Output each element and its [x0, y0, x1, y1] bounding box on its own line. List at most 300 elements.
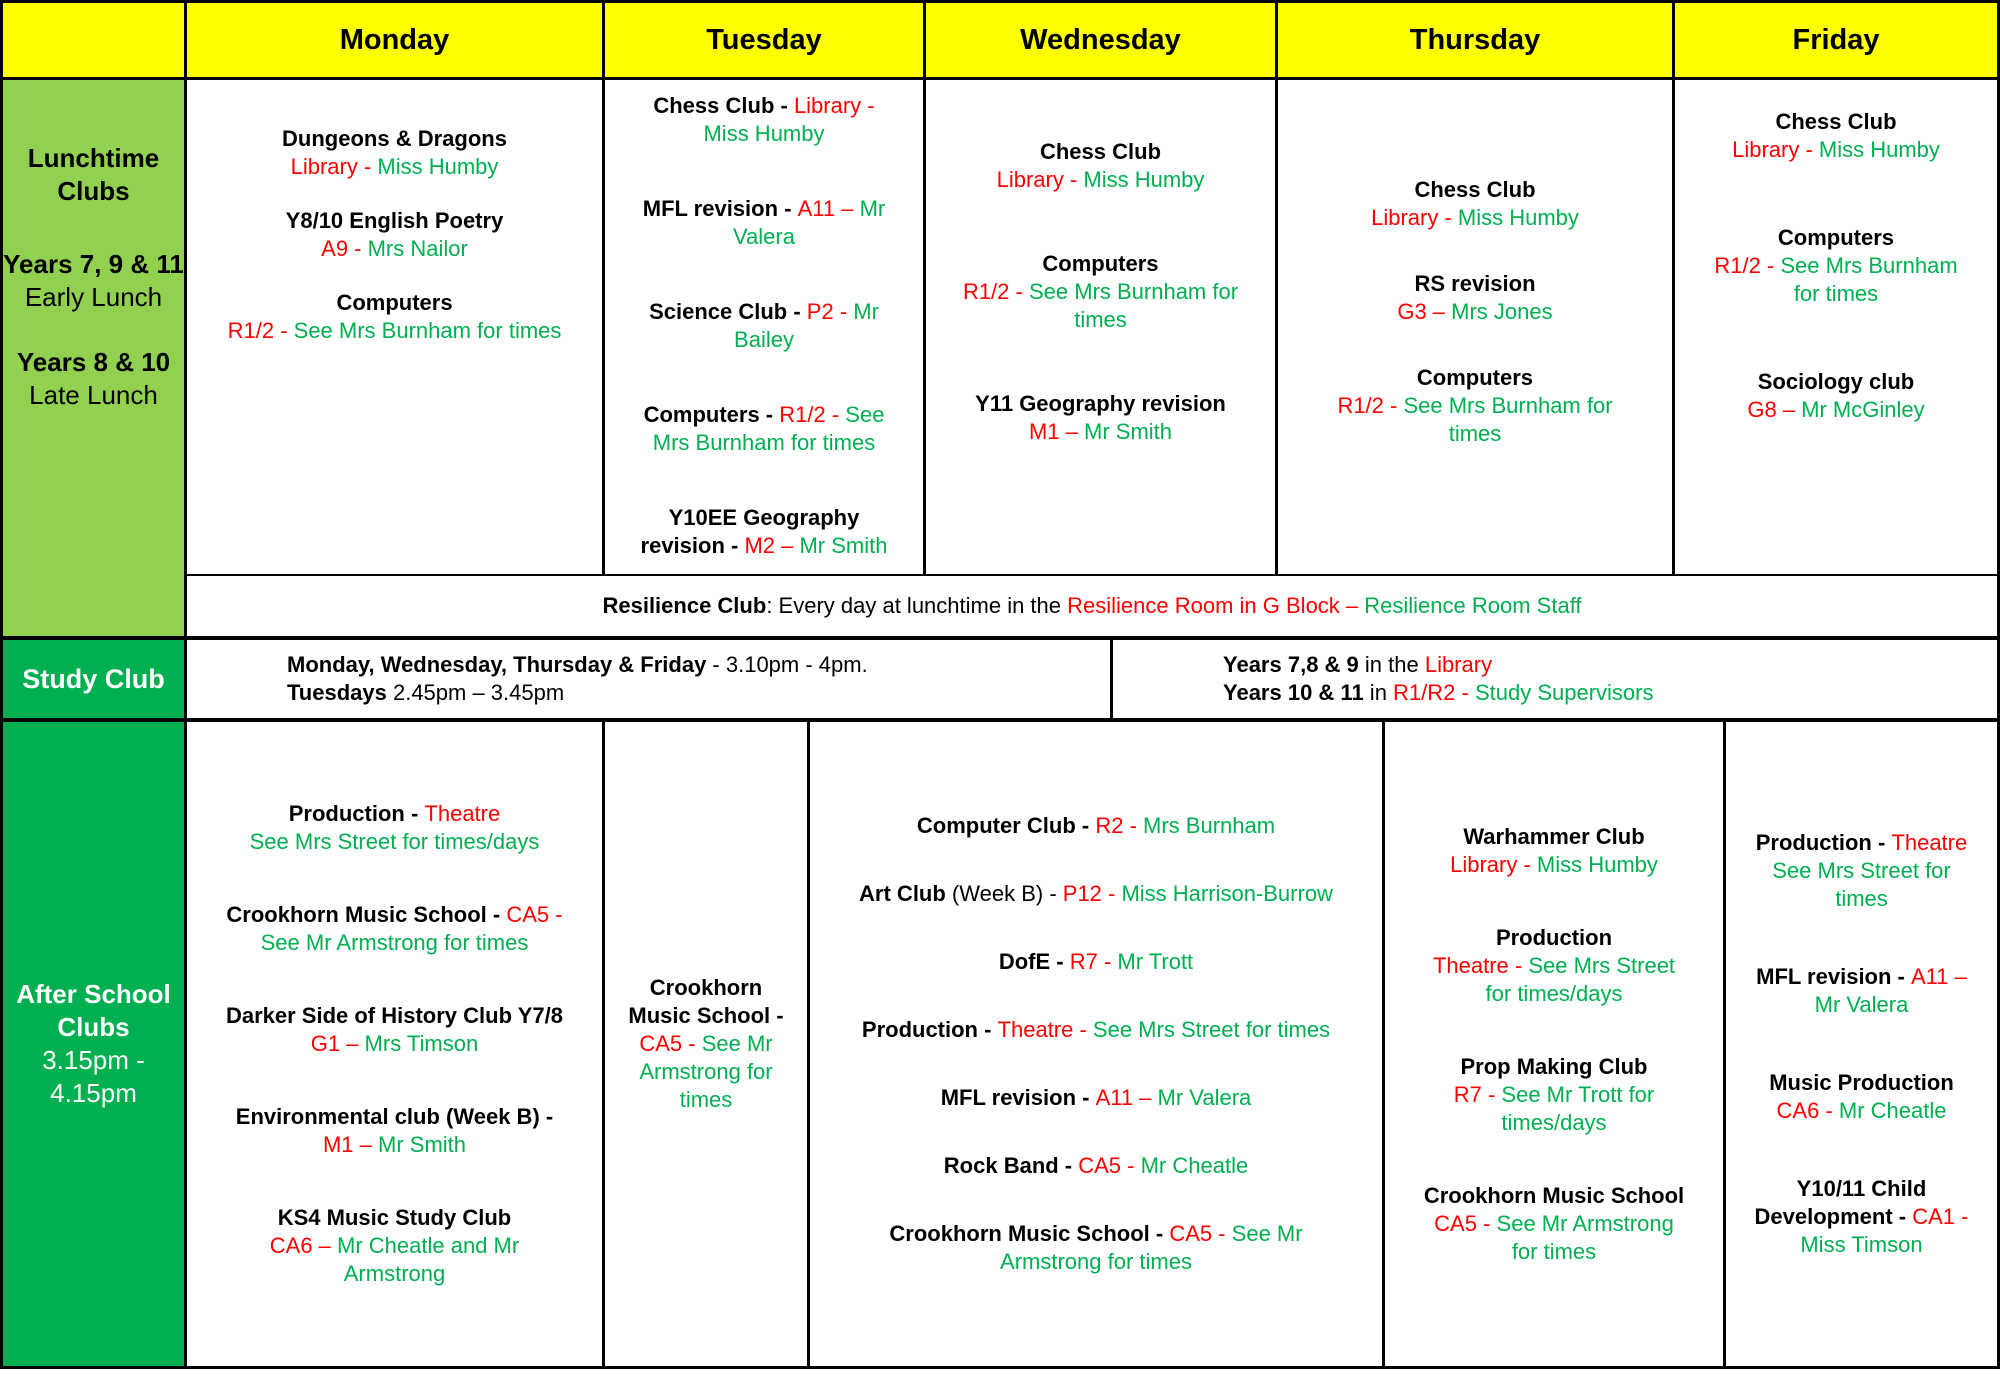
club-entry — [997, 138, 1205, 194]
text-segment: Theatre - — [1432, 952, 1529, 978]
text-segment: R7 - — [1453, 1081, 1502, 1107]
club-entry-line — [997, 166, 1205, 194]
text-segment: Computers — [1042, 251, 1159, 276]
text-segment: Theatre — [1891, 830, 1968, 855]
text-segment: See Mrs Street for times — [1092, 1017, 1331, 1042]
text-segment: CA6 – — [269, 1233, 338, 1258]
text-segment: See Mr — [1231, 1221, 1303, 1246]
text-segment: Mr Valera — [1157, 1085, 1252, 1110]
club-entry-line — [1714, 252, 1957, 280]
club-entry — [644, 401, 885, 457]
club-entry — [941, 1084, 1252, 1112]
club-entry-line — [889, 1248, 1302, 1276]
text-segment: G3 – — [1397, 299, 1452, 324]
text-segment: Computers — [336, 290, 453, 315]
text-segment: Miss Humby — [1536, 851, 1658, 877]
late-lunch-years: Years 8 & 10 — [16, 347, 171, 377]
text-segment: R1/2 - — [1337, 393, 1404, 418]
text-segment: Production - — [861, 1017, 998, 1042]
lunchtime-thursday-cell — [1278, 80, 1675, 574]
text-segment: times — [1074, 307, 1127, 332]
text-segment: Study Supervisors — [1474, 680, 1654, 705]
text-segment: CA5 - — [1169, 1221, 1232, 1246]
text-segment: MFL revision - — [940, 1085, 1096, 1110]
text-segment: for times/days — [1485, 980, 1623, 1006]
text-segment: Computers — [1416, 365, 1534, 390]
text-segment: R2 - — [1095, 813, 1144, 838]
club-entry — [1337, 364, 1612, 448]
text-segment: Crookhorn Music School - — [226, 902, 507, 927]
text-segment: 2.45pm – 3.45pm — [386, 680, 565, 705]
after-school-wednesday-cell — [810, 722, 1385, 1366]
club-entry-line — [1714, 224, 1957, 252]
text-segment: M1 – — [1028, 419, 1084, 444]
club-entry — [1756, 829, 1967, 913]
text-segment: R1/2 - — [1714, 253, 1781, 278]
club-entry-line — [963, 278, 1238, 306]
after-school-title: After School Clubs — [16, 979, 171, 1042]
text-segment: See Mrs Street for times/days — [249, 829, 540, 854]
club-entry-line — [1755, 1175, 1969, 1203]
text-segment: See Mrs Burnham for — [1028, 279, 1239, 304]
text-segment: Mrs Jones — [1451, 299, 1553, 324]
text-segment: Warhammer Club — [1463, 823, 1645, 849]
text-segment: RS revision — [1414, 271, 1536, 296]
club-entry-line — [975, 390, 1226, 418]
club-entry-line — [226, 901, 562, 929]
study-club-schedule-cell — [187, 640, 1113, 718]
text-segment: Years 7,8 & 9 — [1223, 652, 1359, 677]
after-school-thursday-cell — [1385, 722, 1726, 1366]
text-segment: Science Club - — [649, 299, 807, 324]
club-entry — [628, 974, 783, 1114]
text-segment: Crookhorn Music School — [1423, 1182, 1685, 1208]
text-segment: Development - — [1754, 1204, 1913, 1229]
lunchtime-friday-cell — [1675, 80, 1997, 574]
text-segment: See Mrs Street for — [1772, 858, 1951, 883]
club-entry-line — [641, 532, 888, 560]
club-entry-line — [1424, 1238, 1684, 1266]
lunchtime-tuesday-cell — [605, 80, 926, 574]
club-entry — [1769, 1069, 1954, 1125]
club-entry-line — [250, 800, 540, 828]
after-school-friday-cell — [1726, 722, 1997, 1366]
late-lunch-group — [3, 346, 184, 412]
club-entry-line — [270, 1232, 519, 1260]
late-lunch-label: Late Lunch — [29, 380, 158, 410]
text-segment: M2 – — [744, 533, 800, 558]
text-segment: Miss Timson — [1800, 1232, 1923, 1257]
text-segment: Music Production — [1769, 1070, 1954, 1095]
club-entry — [236, 1103, 553, 1159]
club-entry — [859, 880, 1333, 908]
text-segment: Mr — [853, 299, 879, 324]
text-segment: CA6 - — [1776, 1098, 1839, 1123]
text-segment: Mr Smith — [378, 1132, 466, 1157]
club-entry-line — [1454, 1109, 1655, 1137]
club-entry-line — [997, 138, 1205, 166]
club-entry-line — [1454, 1053, 1655, 1081]
club-entry-line — [628, 974, 783, 1002]
day-header-row — [3, 3, 1997, 80]
club-entry — [1755, 1175, 1969, 1259]
club-entry — [282, 125, 507, 181]
club-entry-line — [641, 504, 888, 532]
text-segment: : Every day at lunchtime in the — [766, 593, 1068, 618]
club-entry — [226, 1002, 563, 1058]
text-segment: G8 – — [1747, 397, 1802, 422]
text-segment: Mr Cheatle and Mr — [337, 1233, 520, 1258]
lunchtime-clubs-title: Lunchtime Clubs — [27, 143, 160, 206]
text-segment: Library - — [1371, 205, 1458, 230]
text-segment: Mrs Nailor — [367, 236, 468, 261]
text-segment: See Mrs Burnham for — [1403, 393, 1613, 418]
club-entry — [975, 390, 1226, 446]
club-entry-line — [1769, 1069, 1954, 1097]
text-segment: R1/2 - — [779, 402, 846, 427]
after-school-tuesday-cell — [605, 722, 810, 1366]
sidebar-after-school-clubs — [3, 722, 187, 1366]
club-entry-line — [1756, 991, 1967, 1019]
club-entry-line — [270, 1204, 519, 1232]
club-entry-line — [859, 880, 1333, 908]
text-segment: Monday, Wednesday, Thursday & Friday — [287, 652, 707, 677]
text-segment: Crookhorn — [649, 975, 763, 1000]
club-entry-line — [999, 948, 1193, 976]
day-header-tuesday: Tuesday — [605, 3, 926, 77]
club-entry — [1756, 963, 1967, 1019]
text-segment: Mr — [859, 196, 886, 221]
text-segment: KS4 Music Study Club — [277, 1205, 512, 1230]
text-segment: Chess Club — [1775, 109, 1897, 134]
text-segment: Library — [1424, 652, 1493, 677]
text-segment: Computers — [1777, 225, 1895, 250]
text-segment: Art Club — [859, 881, 946, 906]
text-segment: Crookhorn Music School - — [889, 1221, 1170, 1246]
text-segment: times/days — [1501, 1109, 1607, 1135]
text-segment: MFL revision - — [1756, 964, 1911, 989]
text-segment: Chess Club - — [653, 93, 794, 118]
club-entry-line — [628, 1030, 783, 1058]
club-entry-line — [1747, 368, 1924, 396]
club-entry — [862, 1016, 1330, 1044]
text-segment: Mr Smith — [799, 533, 888, 558]
early-lunch-label: Early Lunch — [24, 282, 163, 312]
text-segment: R7 - — [1069, 949, 1118, 974]
club-entry-line — [270, 1260, 519, 1288]
club-entry-line — [1756, 829, 1967, 857]
club-entry-line — [1371, 176, 1579, 204]
text-segment: Mr Smith — [1084, 419, 1172, 444]
resilience-club-row — [187, 576, 1997, 636]
club-entry-line — [1424, 1210, 1684, 1238]
text-segment: See — [845, 402, 885, 427]
text-segment: Production - — [288, 801, 425, 826]
text-segment: Miss Harrison-Burrow — [1121, 881, 1333, 906]
text-segment: Computers - — [643, 402, 780, 427]
club-entry — [889, 1220, 1302, 1276]
text-segment: Armstrong for times — [1000, 1249, 1192, 1274]
club-entry-line — [628, 1058, 783, 1086]
club-entry — [643, 195, 885, 251]
text-segment: revision - — [640, 533, 745, 558]
club-entry — [1747, 368, 1924, 424]
text-segment: Library - — [793, 93, 875, 118]
lunchtime-monday-cell — [187, 80, 605, 574]
day-header-monday: Monday — [187, 3, 605, 77]
text-segment: MFL revision - — [642, 196, 798, 221]
club-entry-line — [644, 401, 885, 429]
text-segment: CA5 - — [1434, 1210, 1497, 1236]
text-segment: See Mrs Street — [1528, 952, 1676, 978]
club-entry-line — [286, 235, 504, 263]
text-segment: Resilience Club — [602, 593, 767, 618]
club-entry-line — [941, 1084, 1252, 1112]
text-segment: Mrs Timson — [364, 1031, 479, 1056]
club-entry-line — [643, 195, 885, 223]
early-lunch-years: Years 7, 9 & 11 — [3, 249, 184, 279]
text-segment: R1/2 - — [227, 318, 294, 343]
text-segment: - 3.10pm - 4pm. — [706, 652, 868, 677]
club-entry — [1450, 823, 1658, 879]
day-header-thursday: Thursday — [1278, 3, 1675, 77]
club-entry-line — [228, 289, 562, 317]
club-entry-line — [602, 592, 1581, 620]
club-entry-line — [1337, 420, 1612, 448]
text-segment: Y11 Geography revision — [975, 391, 1226, 416]
text-segment: Resilience Room in G Block – — [1067, 593, 1365, 618]
text-segment: Armstrong for — [639, 1059, 773, 1084]
after-school-section — [3, 722, 1997, 1366]
text-segment: in the — [1358, 652, 1425, 677]
club-entry-line — [1756, 963, 1967, 991]
lunchtime-day-cells — [187, 80, 1997, 576]
club-entry — [641, 504, 888, 560]
text-segment: A11 – — [1095, 1085, 1158, 1110]
club-entry-line — [1755, 1231, 1969, 1259]
club-entry-line — [282, 125, 507, 153]
club-entry-line — [653, 92, 874, 120]
text-segment: CA5 - — [1078, 1153, 1141, 1178]
club-entry-line — [1337, 392, 1612, 420]
text-segment: Y8/10 English Poetry — [285, 208, 504, 233]
text-segment: Tuesdays — [287, 680, 387, 705]
club-entry-line — [1397, 270, 1552, 298]
club-entry-line — [644, 429, 885, 457]
early-lunch-group — [3, 248, 184, 314]
club-entry-line — [649, 298, 879, 326]
club-entry-line — [1756, 885, 1967, 913]
club-entry — [270, 1204, 519, 1288]
text-segment: R1/2 - — [962, 279, 1029, 304]
text-segment: times — [679, 1087, 733, 1112]
text-segment: (Week B) - — [945, 881, 1063, 906]
club-entry-line — [1450, 823, 1658, 851]
text-segment: G1 – — [310, 1031, 365, 1056]
text-segment: See Mrs Burnham — [1780, 253, 1958, 278]
club-entry — [1371, 176, 1579, 232]
club-entry-line — [1337, 364, 1612, 392]
corner-cell — [3, 3, 187, 77]
club-entry-line — [1454, 1081, 1655, 1109]
club-entry — [226, 901, 562, 957]
text-segment: Library - — [1732, 137, 1819, 162]
club-entry — [1433, 924, 1675, 1008]
text-segment: Mr Cheatle — [1140, 1153, 1249, 1178]
text-segment: Y10EE Geography — [668, 505, 860, 530]
after-school-monday-cell — [187, 722, 605, 1366]
club-entry — [653, 92, 874, 148]
text-segment: for times — [1793, 281, 1879, 306]
club-entry-line — [1450, 851, 1658, 879]
club-entry-line — [228, 317, 562, 345]
text-segment: A9 - — [321, 236, 368, 261]
club-entry-line — [1433, 924, 1675, 952]
club-entry-line — [1756, 857, 1967, 885]
club-entry-line — [1755, 1203, 1969, 1231]
text-segment: See Mr — [701, 1031, 773, 1056]
club-entry — [286, 207, 504, 263]
text-segment: Miss Humby — [1457, 205, 1579, 230]
club-entry-line — [287, 679, 1110, 707]
club-entry-line — [889, 1220, 1302, 1248]
club-entry-line — [1714, 280, 1957, 308]
text-segment: M1 – — [322, 1132, 378, 1157]
text-segment: Chess Club — [1039, 139, 1162, 164]
club-entry-line — [649, 326, 879, 354]
club-entry-line — [226, 1030, 563, 1058]
club-entry — [944, 1152, 1248, 1180]
club-entry — [649, 298, 879, 354]
club-entry — [250, 800, 540, 856]
text-segment: Valera — [733, 224, 795, 249]
text-segment: Mr Valera — [1814, 992, 1909, 1017]
study-club-locations-cell — [1113, 640, 1997, 718]
text-segment: DofE - — [998, 949, 1070, 974]
club-entry-line — [286, 207, 504, 235]
text-segment: Resilience Room Staff — [1364, 593, 1582, 618]
club-entry-line — [236, 1103, 553, 1131]
text-segment: Mrs Burnham for times — [652, 430, 876, 455]
text-segment: R1/R2 - — [1393, 680, 1475, 705]
text-segment: Rock Band - — [943, 1153, 1079, 1178]
club-entry — [1454, 1053, 1655, 1137]
club-entry-line — [963, 306, 1238, 334]
club-entry-line — [250, 828, 540, 856]
lunchtime-days-block — [187, 80, 1997, 636]
text-segment: Library - — [996, 167, 1084, 192]
text-segment: times — [1448, 421, 1502, 446]
text-segment: Theatre - — [997, 1017, 1093, 1042]
club-entry-line — [1433, 952, 1675, 980]
text-segment: Music School - — [628, 1003, 784, 1028]
sidebar-lunchtime-clubs — [3, 80, 187, 636]
text-segment: Armstrong — [343, 1261, 446, 1286]
club-entry-line — [1769, 1097, 1954, 1125]
day-header-wednesday: Wednesday — [926, 3, 1278, 77]
club-entry-line — [1397, 298, 1552, 326]
club-entry-line — [282, 153, 507, 181]
text-segment: Environmental club (Week B) - — [235, 1104, 554, 1129]
text-segment: See Mr Trott for — [1501, 1081, 1655, 1107]
club-entry-line — [1223, 679, 1997, 707]
club-entry — [917, 812, 1275, 840]
text-segment: Dungeons & Dragons — [282, 126, 507, 151]
study-club-section — [3, 640, 1997, 722]
text-segment: Mrs Burnham — [1143, 813, 1276, 838]
club-entry-line — [236, 1131, 553, 1159]
club-entry-line — [628, 1086, 783, 1114]
text-segment: times — [1835, 886, 1888, 911]
text-segment: Y10/11 Child — [1796, 1176, 1927, 1201]
text-segment: A11 – — [797, 196, 860, 221]
text-segment: CA5 - — [506, 902, 563, 927]
text-segment: Theatre — [424, 801, 501, 826]
text-segment: Mr McGinley — [1801, 397, 1925, 422]
text-segment: CA1 - — [1912, 1204, 1969, 1229]
text-segment: Production - — [1755, 830, 1892, 855]
club-entry-line — [1371, 204, 1579, 232]
text-segment: Miss Humby — [1818, 137, 1940, 162]
text-segment: Miss Humby — [377, 154, 499, 179]
text-segment: Production — [1495, 924, 1613, 950]
club-entry-line — [1223, 651, 1997, 679]
text-segment: Computer Club - — [916, 813, 1096, 838]
club-entry-line — [226, 929, 562, 957]
text-segment: Mr Trott — [1117, 949, 1194, 974]
club-entry-line — [287, 651, 1110, 679]
club-entry-line — [653, 120, 874, 148]
club-entry-line — [628, 1002, 783, 1030]
text-segment: CA5 - — [639, 1031, 702, 1056]
club-entry — [1714, 224, 1957, 308]
text-segment: Library - — [1450, 851, 1537, 877]
club-entry — [1732, 108, 1940, 164]
sidebar-study-club: Study Club — [3, 640, 187, 718]
lunchtime-section — [3, 80, 1997, 640]
text-segment: P2 - — [806, 299, 854, 324]
text-segment: See Mrs Burnham for times — [293, 318, 562, 343]
club-entry-line — [963, 250, 1238, 278]
text-segment: See Mr Armstrong for times — [260, 930, 529, 955]
text-segment: A11 – — [1910, 964, 1967, 989]
club-entry-line — [1433, 980, 1675, 1008]
text-segment: Sociology club — [1757, 369, 1915, 394]
text-segment: Bailey — [734, 327, 794, 352]
club-entry — [999, 948, 1193, 976]
club-entry — [963, 250, 1238, 334]
club-entry-line — [1424, 1182, 1684, 1210]
text-segment: Mr Cheatle — [1838, 1098, 1947, 1123]
club-entry-line — [1732, 108, 1940, 136]
club-entry-line — [944, 1152, 1248, 1180]
club-entry-line — [643, 223, 885, 251]
club-entry-line — [1747, 396, 1924, 424]
text-segment: in — [1363, 680, 1394, 705]
club-entry — [228, 289, 562, 345]
text-segment: Miss Humby — [703, 121, 825, 146]
club-entry-line — [1732, 136, 1940, 164]
text-segment: Prop Making Club — [1460, 1053, 1648, 1079]
text-segment: See Mr Armstrong — [1496, 1210, 1674, 1236]
club-entry-line — [862, 1016, 1330, 1044]
text-segment: Chess Club — [1414, 177, 1536, 202]
day-header-friday: Friday — [1675, 3, 1997, 77]
text-segment: P12 - — [1062, 881, 1122, 906]
lunchtime-wednesday-cell — [926, 80, 1278, 574]
club-entry-line — [917, 812, 1275, 840]
after-school-time: 3.15pm - 4.15pm — [42, 1045, 145, 1108]
